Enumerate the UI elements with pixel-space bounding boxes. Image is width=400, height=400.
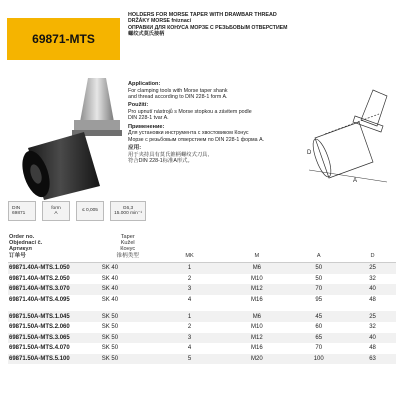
header [0,0,400,62]
header-taper-cn: 锥柄类型 [116,252,139,259]
desc-line: Для установки инструмента с хвостовиком Конус [128,130,249,137]
cell-a: 100 [313,356,324,363]
cell-order: 69871.40A-MTS.4.095 [9,297,70,304]
description [128,79,278,165]
badge-din [8,201,36,221]
header-order-cn: 订单号 [9,252,26,259]
cell-m: M6 [252,313,262,320]
title-cz: DRŽÁKY MORSE fréznací [128,18,192,25]
cell-d: 32 [369,324,376,331]
badge-balance [110,201,146,221]
title-ru: ОПРАВКИ ДЛЯ КОНУСА МОРЗЕ С РЕЗЬБОВЫМ ОТВЕРСТИЕМ [128,24,288,31]
cell-d: 48 [369,297,376,304]
table-group-sk40 [8,263,396,305]
desc-heading-ru: Применение: [128,123,165,130]
cell-a: 50 [315,275,323,282]
header-taper-en: Taper [120,233,135,240]
cell-a: 60 [315,324,323,331]
cell-taper: SK 50 [101,334,119,341]
label-d: D [307,150,312,156]
cell-mk: 3 [187,334,192,341]
header-taper-ru: Конус [120,246,136,253]
cell-order: 69871.40A-MTS.3.070 [9,286,70,293]
cell-d: 63 [369,356,376,363]
cell-a: 95 [315,297,323,304]
desc-heading-en: Application: [128,81,161,87]
desc-line: 用于夹持具有莫氏锥柄螺纹式刀具, [128,151,209,158]
cell-taper: SK 40 [101,286,119,293]
badge-form [42,201,70,221]
cell-a: 65 [315,334,323,341]
header-order-ru: Артикул [9,246,32,253]
header-taper [102,229,154,262]
desc-line: 符合DIN 228-1标准A形式。 [128,158,193,165]
cell-order: 69871.40A-MTS.2.050 [9,275,70,282]
desc-heading-cn: 应用: [128,145,142,152]
cell-m: M12 [251,286,263,293]
cell-taper: SK 50 [101,356,119,363]
cell-d: 48 [369,345,376,352]
badge-text: A [54,211,58,216]
cell-order: 69871.50A-MTS.2.060 [9,324,70,331]
technical-drawing [295,86,397,186]
table-row [8,263,396,274]
cell-taper: SK 40 [101,297,119,304]
cell-m: M16 [251,297,263,304]
cell-mk: 1 [187,313,192,320]
cell-m: M6 [252,265,262,272]
product-table [8,229,396,364]
table-row [8,274,396,285]
cell-taper: SK 50 [101,324,119,331]
cell-m: M16 [251,345,263,352]
cell-m: M12 [251,334,263,341]
cell-d: 25 [369,313,376,320]
desc-line: and thread according to DIN 228-1 form A. [128,94,228,100]
header-d: D [370,252,375,259]
cell-taper: SK 50 [101,313,119,320]
cell-taper: SK 50 [101,345,119,352]
table-row [8,354,396,365]
cell-d: 25 [369,265,376,272]
desc-heading-cz: Použití: [128,102,149,109]
cell-a: 70 [315,286,323,293]
header-m: M [254,252,260,259]
product-code: 69871-MTS [7,18,120,60]
header-order-en: Order no. [9,233,35,240]
header-order [8,229,102,262]
desc-line: Морзе с резьбовым отверстием по DIN 228-1 форма A. [128,136,265,143]
tool-photo-image [8,70,126,200]
table-header [8,229,396,263]
header-order-cz: Objednací č. [9,240,43,247]
cell-order: 69871.50A-MTS.3.065 [9,334,70,341]
spec-badges [8,201,146,221]
header-mk: MK [185,252,194,259]
cell-d: 40 [369,286,376,293]
badge-text: 15.000 min⁻¹ [114,211,142,216]
label-a: A [353,178,358,184]
desc-line: For clamping tools with Morse taper shank [128,87,228,94]
cell-m: M20 [251,356,263,363]
badge-text: DIN 69871 [12,205,26,216]
table-row [8,322,396,333]
table-row [8,311,396,322]
cell-order: 69871.50A-MTS.1.045 [9,313,70,320]
product-titles [128,12,398,38]
cell-mk: 3 [187,286,192,293]
cell-mk: 2 [187,275,192,282]
cell-d: 40 [369,334,376,341]
cell-m: M10 [251,324,263,331]
cell-taper: SK 40 [101,265,119,272]
badge-runout [76,201,104,221]
cell-mk: 1 [187,265,192,272]
cell-mk: 4 [187,345,192,352]
table-row [8,333,396,344]
cell-mk: 2 [187,324,192,331]
table-group-sk50 [8,311,396,364]
cell-mk: 4 [187,297,192,304]
cell-a: 45 [315,313,323,320]
cell-mk: 5 [187,356,192,363]
cell-taper: SK 40 [101,275,119,282]
title-en: HOLDERS FOR MORSE TAPER WITH DRAWBAR THREAD [128,12,277,18]
cell-order: 69871.50A-MTS.4.070 [9,345,70,352]
title-cn: 螺纹式莫氏接柄 [128,31,165,38]
cell-d: 32 [369,275,376,282]
cell-a: 50 [315,265,323,272]
badge-text: ≤ 0,005 [82,208,98,214]
table-row [8,295,396,306]
badge-text: G6,3 [122,205,134,211]
header-a: A [316,252,321,259]
cell-order: 69871.50A-MTS.5.100 [9,356,70,363]
table-row [8,343,396,354]
desc-line: DIN 228-1 tvar A. [128,115,169,122]
table-row [8,284,396,295]
cell-a: 70 [315,345,323,352]
header-taper-cz: Kužel [120,240,135,247]
cell-m: M10 [251,275,263,282]
desc-line: Pro upnutí nástrojů s Morse stopkou a závitem podle [128,109,252,115]
badge-text: form [51,205,61,211]
cell-order: 69871.40A-MTS.1.050 [9,265,70,272]
